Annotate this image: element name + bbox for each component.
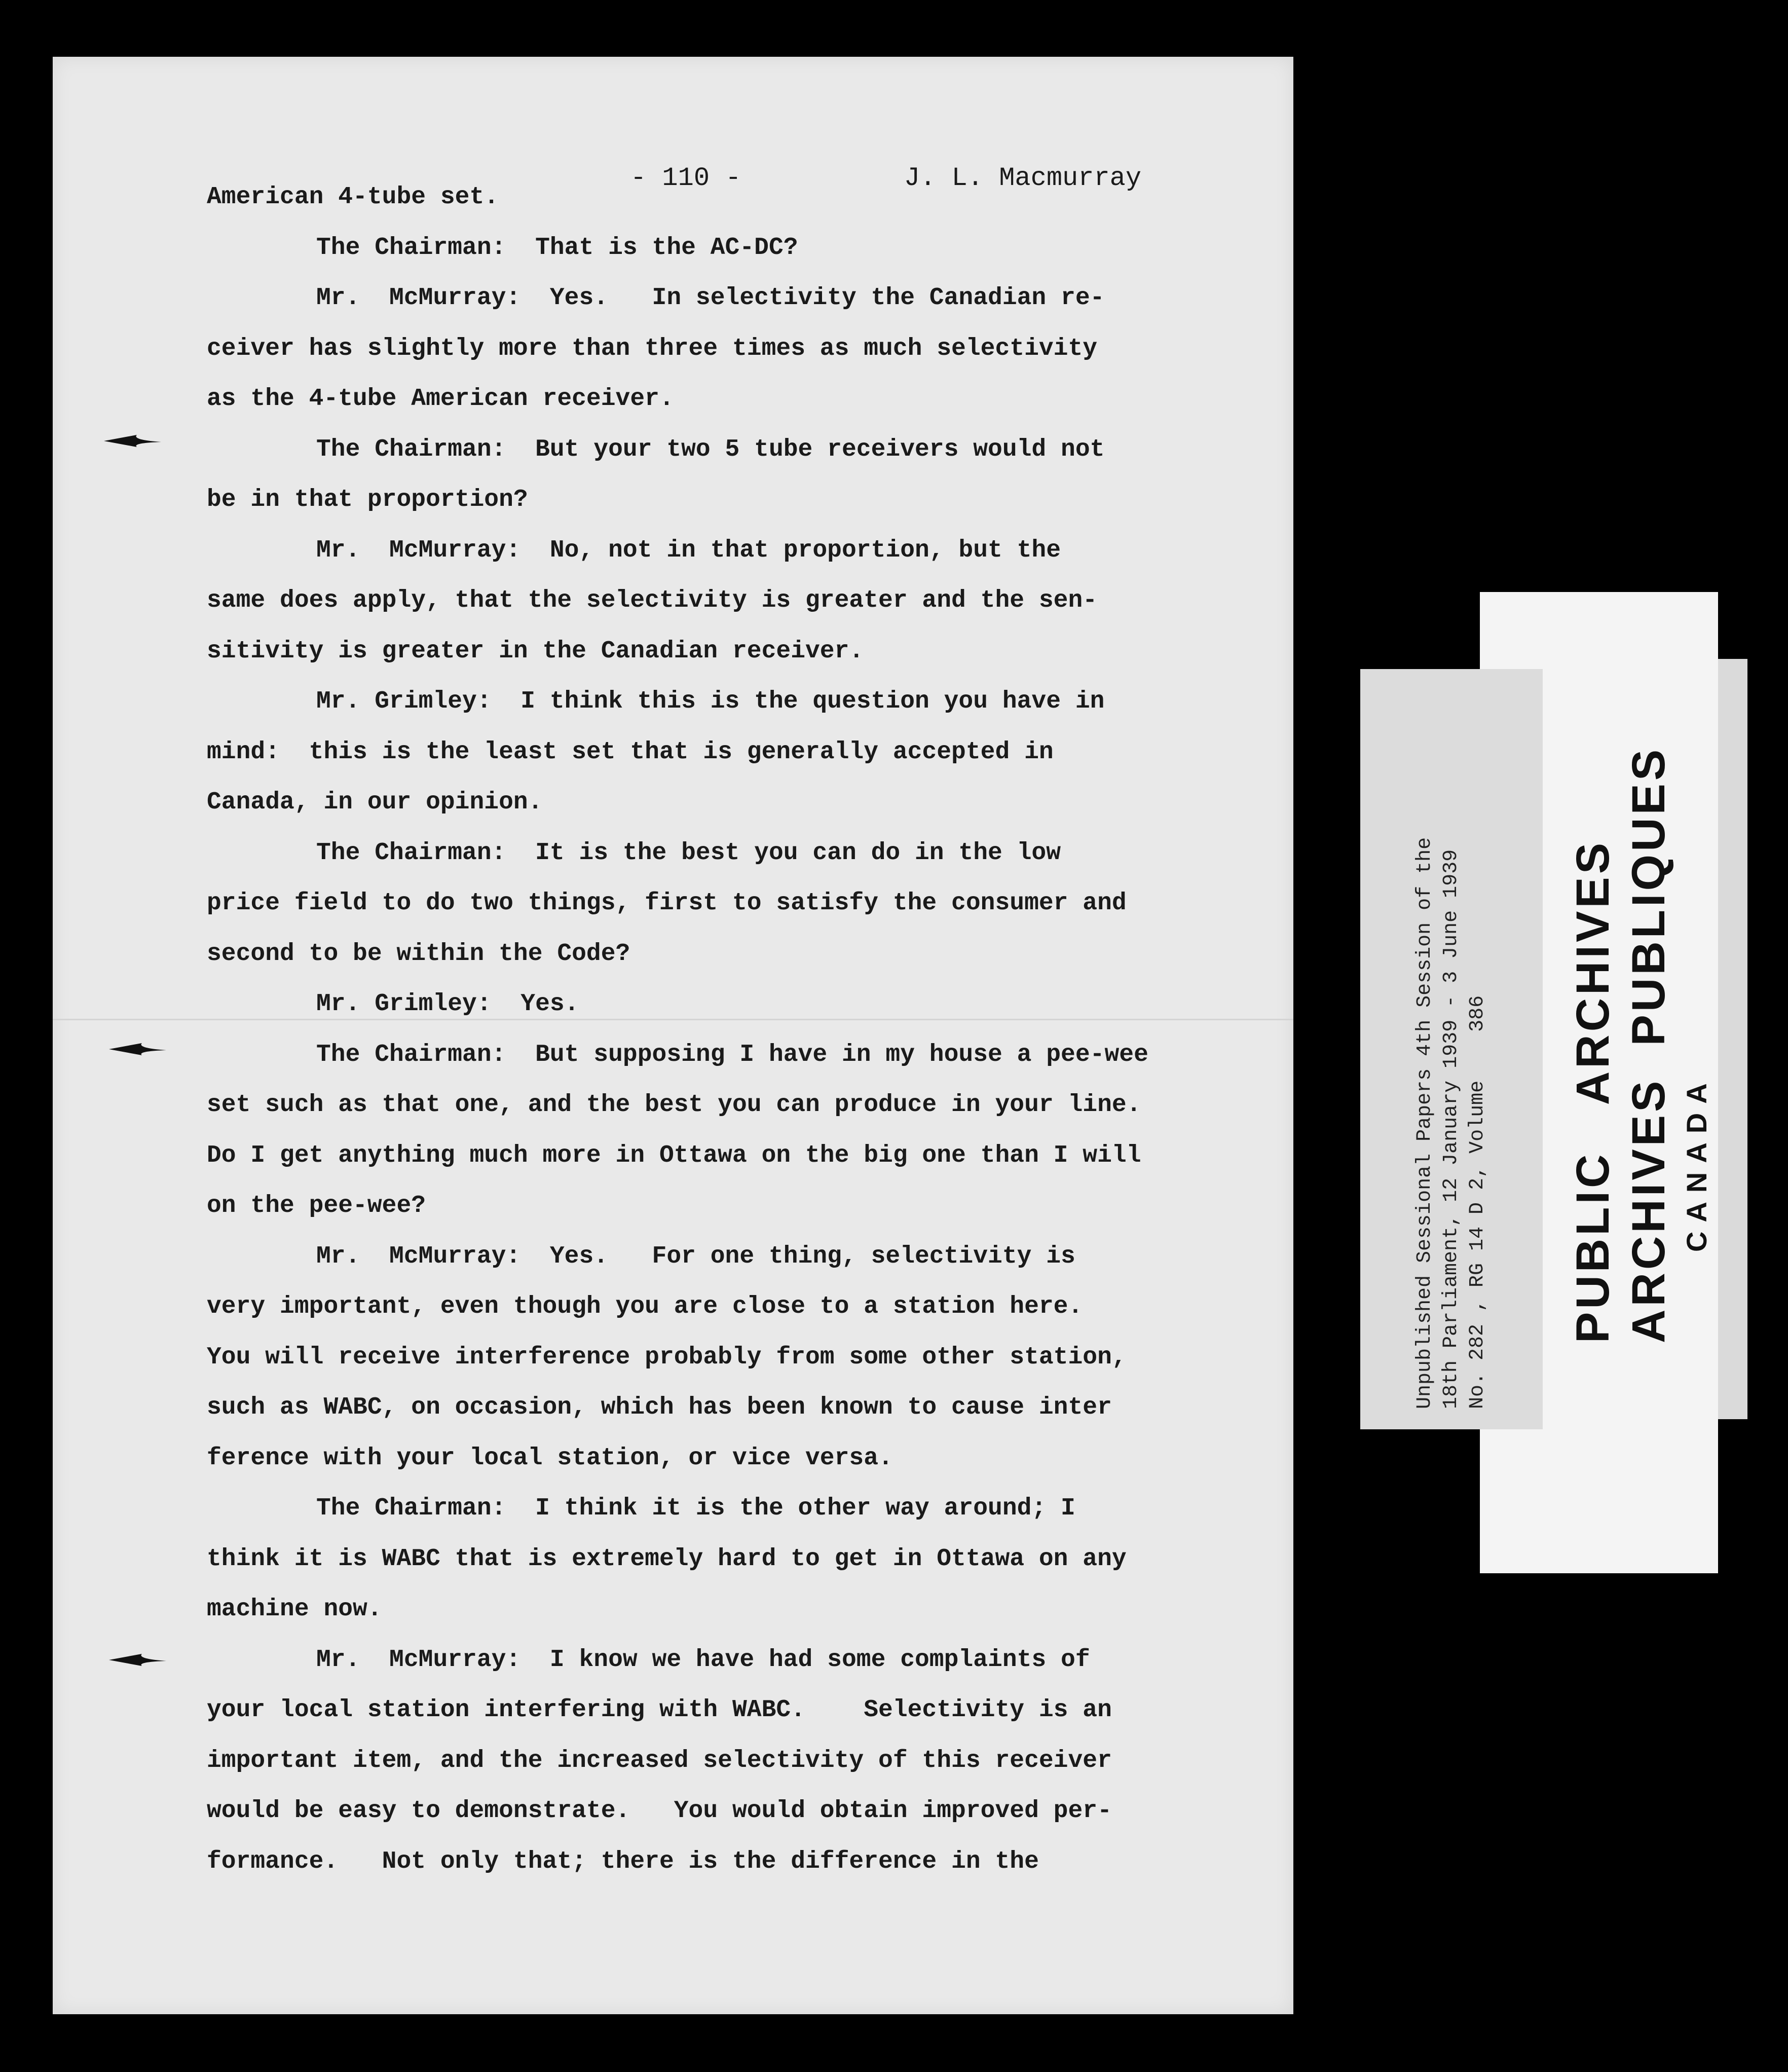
transcript-line: set such as that one, and the best you can produce in your line. <box>207 1091 1141 1119</box>
transcript-line: The Chairman: But supposing I have in my house a pee-wee <box>316 1041 1148 1068</box>
transcript-line: on the pee-wee? <box>207 1192 426 1219</box>
transcript-line: same does apply, that the selectivity is greater and the sen- <box>207 587 1098 614</box>
reference-line: Unpublished Sessional Papers 4th Session of the <box>1413 837 1436 1409</box>
archives-stamp-english: PUBLIC ARCHIVES <box>1567 839 1619 1343</box>
transcript-body <box>207 172 1210 1887</box>
transcript-line: price field to do two things, first to satisfy the consumer and <box>207 890 1127 917</box>
transcript-line: The Chairman: That is the AC-DC? <box>316 234 798 262</box>
transcript-line: be in that proportion? <box>207 486 528 513</box>
archives-stamp <box>1565 747 1717 1343</box>
transcript-line: Mr. McMurray: Yes. In selectivity the Canadian re- <box>316 284 1105 312</box>
transcript-line: Mr. Grimley: I think this is the question you have in <box>316 688 1105 715</box>
transcript-line: The Chairman: It is the best you can do in the low <box>316 839 1061 867</box>
transcript-line: The Chairman: I think it is the other way around; I <box>316 1495 1075 1522</box>
transcript-line: as the 4-tube American receiver. <box>207 385 674 413</box>
pointer-mark-icon <box>106 1650 167 1670</box>
transcript-line: You will receive interference probably from some other station, <box>207 1343 1127 1371</box>
transcript-line: such as WABC, on occasion, which has been known to cause inter <box>207 1394 1112 1421</box>
archives-card-edge <box>1713 659 1747 1419</box>
transcript-line: Mr. McMurray: Yes. For one thing, selectivity is <box>316 1242 1075 1270</box>
reference-line: 18th Parliament, 12 January 1939 - 3 June 1939 <box>1440 849 1463 1409</box>
transcript-line: Mr. Grimley: Yes. <box>316 990 579 1018</box>
transcript-line: your local station interfering with WABC. Selectivity is an <box>207 1696 1112 1724</box>
transcript-line: mind: this is the least set that is generally accepted in <box>207 738 1054 766</box>
transcript-line: Mr. McMurray: I know we have had some complaints of <box>316 1646 1090 1674</box>
transcript-line: ceiver has slightly more than three times as much selectivity <box>207 335 1098 362</box>
transcript-line: very important, even though you are close to a station here. <box>207 1293 1083 1320</box>
page-number: - 110 - <box>630 163 741 193</box>
archives-stamp-country: CANADA <box>1681 1074 1712 1252</box>
author-name: J. L. Macmurray <box>904 163 1142 193</box>
transcript-line: sitivity is greater in the Canadian receiver. <box>207 637 864 665</box>
transcript-line: American 4-tube set. <box>207 183 499 211</box>
reference-line: No. 282 , RG 14 D 2, Volume 386 <box>1466 995 1489 1409</box>
reference-label <box>1412 837 1491 1409</box>
transcript-line: second to be within the Code? <box>207 940 630 968</box>
transcript-line: The Chairman: But your two 5 tube receivers would not <box>316 435 1105 463</box>
pointer-mark-icon <box>101 431 162 451</box>
archives-stamp-french: ARCHIVES PUBLIQUES <box>1623 746 1674 1343</box>
transcript-line: formance. Not only that; there is the difference in the <box>207 1847 1039 1875</box>
pointer-mark-icon <box>106 1039 167 1059</box>
transcript-line: think it is WABC that is extremely hard to get in Ottawa on any <box>207 1545 1127 1573</box>
transcript-line: would be easy to demonstrate. You would obtain improved per- <box>207 1797 1112 1825</box>
transcript-line: Canada, in our opinion. <box>207 789 543 816</box>
transcript-line: Mr. McMurray: No, not in that proportion, but the <box>316 536 1061 564</box>
transcript-line: important item, and the increased selectivity of this receiver <box>207 1747 1112 1774</box>
transcript-line: Do I get anything much more in Ottawa on the big one than I will <box>207 1141 1141 1169</box>
transcript-line: machine now. <box>207 1596 382 1623</box>
transcript-line: ference with your local station, or vice versa. <box>207 1444 893 1472</box>
